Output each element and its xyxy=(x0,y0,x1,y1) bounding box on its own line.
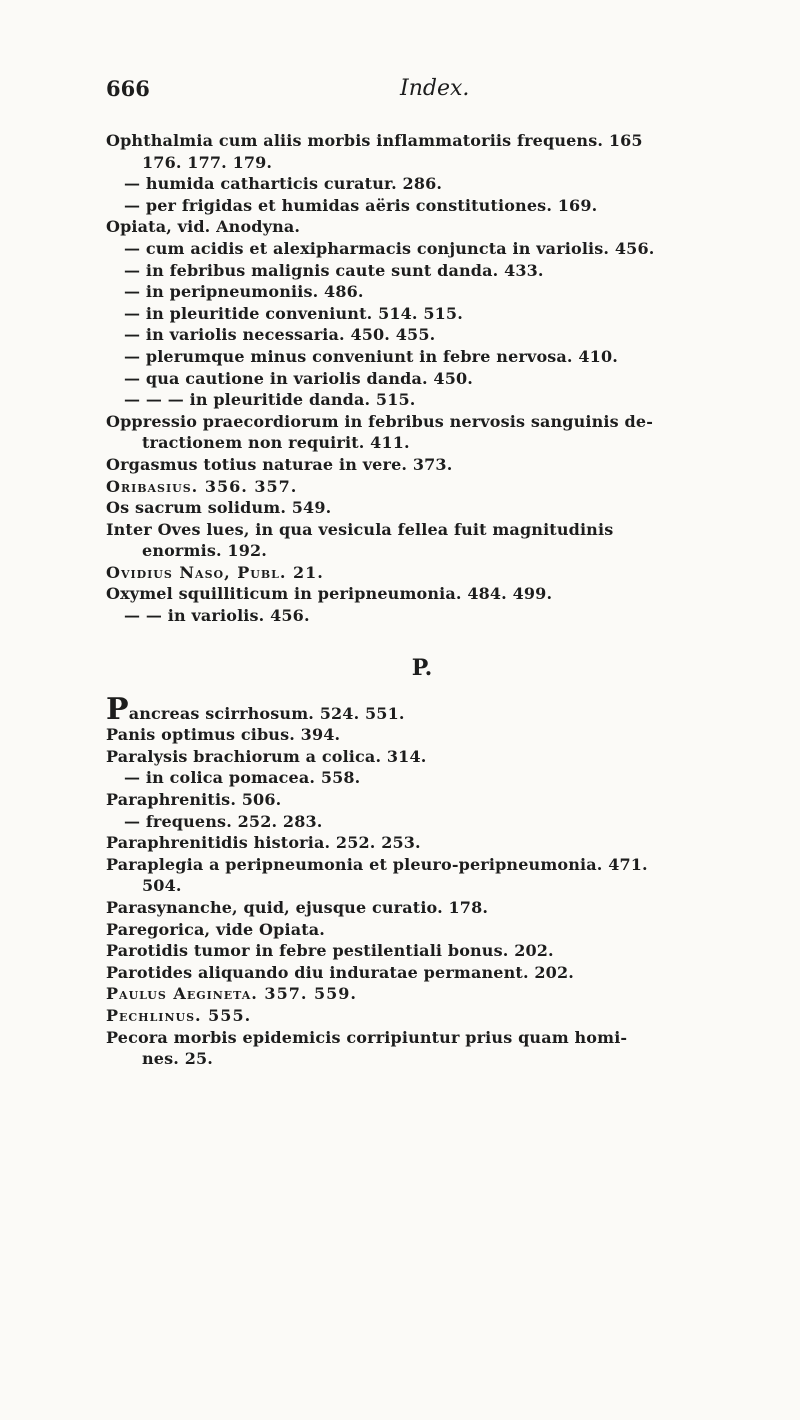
index-entry xyxy=(106,962,768,984)
index-entry xyxy=(106,940,768,962)
index-entries xyxy=(106,130,768,1070)
index-entry xyxy=(106,238,768,260)
index-entry-text: — in pleuritide conveniunt. 514. 515. xyxy=(124,303,463,323)
index-entry-text: — in peripneumoniis. 486. xyxy=(124,282,364,302)
index-entry-text: — humida catharticis curatur. 286. xyxy=(124,174,443,194)
index-entry xyxy=(106,346,768,368)
index-entry xyxy=(106,746,768,768)
index-entry-text: — qua cautione in variolis danda. 450. xyxy=(124,368,474,388)
index-entry-text: Opiata, vid. Anodyna. xyxy=(106,217,301,237)
index-entry-text: — cum acidis et alexipharmacis conjuncta in variolis. 456. xyxy=(124,238,655,258)
running-title: Index. xyxy=(400,76,470,101)
index-entry-text: Paregorica, vide Opiata. xyxy=(106,919,326,939)
index-entry xyxy=(106,281,768,303)
index-entry-text: Oxymel squilliticum in peripneumonia. 484. 499. xyxy=(106,584,553,604)
index-entry-text: — in colica pomacea. 558. xyxy=(124,768,361,788)
index-entry-text: Paraphrenitis. 506. xyxy=(106,790,282,810)
index-entry xyxy=(106,691,768,727)
index-entry-continuation: nes. 25. xyxy=(142,1049,213,1069)
index-section-p xyxy=(106,691,768,1070)
section-letter-heading: P. xyxy=(411,654,433,681)
index-entry-text: Parotidis tumor in febre pestilentiali bonus. 202. xyxy=(106,941,554,961)
index-entry-continuation: 504. xyxy=(142,876,182,896)
index-entry-text: Pecora morbis epidemicis corripiuntur prius quam homi- xyxy=(106,1027,628,1047)
index-entry-text: — in variolis necessaria. 450. 455. xyxy=(124,325,436,345)
index-entry-text: Paralysis brachiorum a colica. 314. xyxy=(106,746,427,766)
index-entry-text: Paraplegia a peripneumonia et pleuro-peripneumonia. 471. xyxy=(106,854,648,874)
index-entry xyxy=(106,811,768,833)
index-entry xyxy=(106,195,768,217)
index-entry-continuation: enormis. 192. xyxy=(142,541,267,561)
index-entry-text: Parasynanche, quid, ejusque curatio. 178. xyxy=(106,898,489,917)
index-entry xyxy=(106,789,768,811)
page-number: 666 xyxy=(106,76,150,101)
index-entry xyxy=(106,983,768,1005)
index-entry-text: Orgasmus totius naturae in vere. 373. xyxy=(106,454,453,474)
index-entry xyxy=(106,130,768,173)
index-entry-text: Panis optimus cibus. 394. xyxy=(106,725,341,745)
index-entry xyxy=(106,260,768,282)
index-entry-text: — — in variolis. 456. xyxy=(124,606,310,626)
index-entry-text: Ophthalmia cum aliis morbis inflammatoriis frequens. 165 xyxy=(106,131,643,150)
index-entry xyxy=(106,389,768,411)
index-entry xyxy=(106,583,768,605)
index-entry-text: Parotides aliquando diu induratae permanent. 202. xyxy=(106,962,574,982)
index-entry xyxy=(106,854,768,897)
index-entry xyxy=(106,897,768,919)
index-entry-continuation: 176. 177. 179. xyxy=(142,152,273,172)
index-entry xyxy=(106,1027,768,1070)
index-entry xyxy=(106,919,768,941)
index-entry-text: Pechlinus. 555. xyxy=(106,1005,252,1025)
index-entry xyxy=(106,832,768,854)
index-entry xyxy=(106,605,768,627)
index-entry xyxy=(106,324,768,346)
index-entry xyxy=(106,411,768,454)
index-entry-text: Paulus Aegineta. 357. 559. xyxy=(106,984,357,1004)
index-entry xyxy=(106,368,768,390)
index-entry-continuation: tractionem non requirit. 411. xyxy=(142,433,410,453)
index-entry-text: — frequens. 252. 283. xyxy=(124,811,323,831)
index-entry-text: Paraphrenitidis historia. 252. 253. xyxy=(106,833,421,853)
index-entry-text: Os sacrum solidum. 549. xyxy=(106,498,332,518)
index-entry-text: — per frigidas et humidas aëris constitutiones. 169. xyxy=(124,195,598,215)
index-entry xyxy=(106,476,768,498)
index-entry-text: Ovidius Naso, Publ. 21. xyxy=(106,562,324,582)
page-header xyxy=(106,76,726,106)
index-entry-text: ancreas scirrhosum. 524. 551. xyxy=(128,703,405,723)
index-entry-text: — in febribus malignis caute sunt danda. 433. xyxy=(124,260,544,280)
index-entry xyxy=(106,562,768,584)
index-entry xyxy=(106,767,768,789)
index-entry-text: Oribasius. 356. 357. xyxy=(106,476,298,496)
index-entry xyxy=(106,519,768,562)
index-section-o xyxy=(106,130,768,627)
index-entry xyxy=(106,303,768,325)
index-entry-text: Oppressio praecordiorum in febribus nervosis sanguinis de- xyxy=(106,411,653,431)
index-entry xyxy=(106,724,768,746)
index-entry xyxy=(106,454,768,476)
index-entry-text: — plerumque minus conveniunt in febre nervosa. 410. xyxy=(124,346,618,366)
index-entry-text: — — — in pleuritide danda. 515. xyxy=(124,390,416,410)
index-entry xyxy=(106,497,768,519)
index-entry xyxy=(106,216,768,238)
index-entry xyxy=(106,173,768,195)
index-entry-text: Inter Oves lues, in qua vesicula fellea fuit magnitudinis xyxy=(106,519,614,539)
index-entry xyxy=(106,1005,768,1027)
drop-cap-letter: P xyxy=(106,691,129,727)
